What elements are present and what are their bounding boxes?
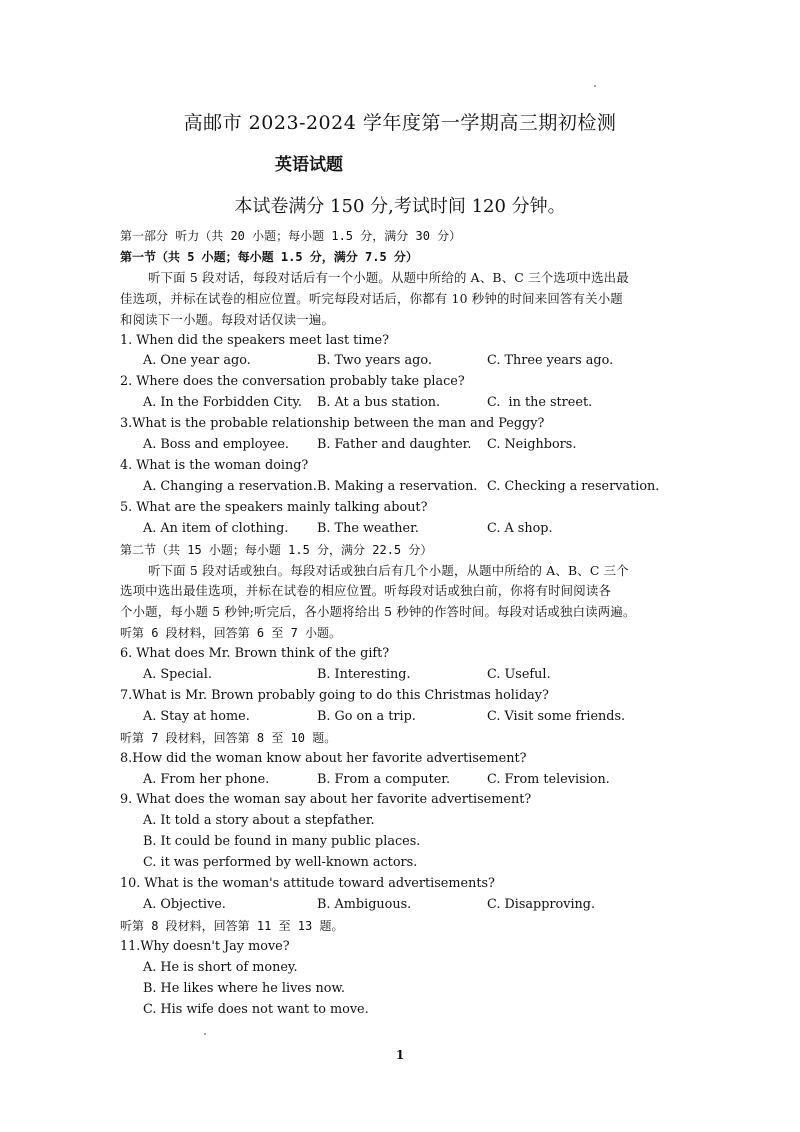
- option-a: A. Special.: [143, 667, 212, 683]
- option-c: C. Useful.: [487, 667, 551, 683]
- option-a: A. One year ago.: [143, 353, 251, 369]
- option-c: C. Neighbors.: [487, 437, 577, 453]
- option-c: C. His wife does not want to move.: [143, 1001, 369, 1017]
- option-b: B. The weather.: [317, 520, 419, 536]
- question: 1. When did the speakers meet last time?: [120, 332, 389, 348]
- options-row: [120, 707, 685, 728]
- section-heading: 第二节（共 15 小题；每小题 1.5 分，满分 22.5 分）: [120, 542, 433, 557]
- instruction-line: 选项中选出最佳选项，并标在试卷的相应位置。听每段对话或独白前，你将有时间阅读各: [120, 583, 612, 599]
- exam-title: 高邮市 2023-2024 学年度第一学期高三期初检测: [183, 112, 617, 134]
- option-a: A. Boss and employee.: [143, 437, 289, 453]
- exam-intro: 本试卷满分 150 分,考试时间 120 分钟。: [234, 196, 566, 217]
- option-c: C. Three years ago.: [487, 353, 614, 369]
- question: 4. What is the woman doing?: [120, 457, 309, 473]
- question: 7.What is Mr. Brown probably going to do this Christmas holiday?: [120, 687, 549, 703]
- option-b: B. Ambiguous.: [317, 897, 412, 912]
- material-note: 听第 6 段材料，回答第 6 至 7 小题。: [120, 626, 342, 641]
- option-b: B. He likes where he lives now.: [143, 980, 345, 996]
- instruction-line: 和阅读下一小题。每段对话仅读一遍。: [120, 311, 335, 327]
- option-c: C. Disapproving.: [487, 897, 596, 912]
- option-a: A. Stay at home.: [143, 708, 250, 724]
- options-row: [120, 435, 685, 456]
- option-b: B. Two years ago.: [317, 353, 432, 369]
- exam-subtitle: 英语试题: [275, 155, 343, 175]
- option-a: A. In the Forbidden City.: [143, 395, 302, 411]
- question: 11.Why doesn't Jay move?: [120, 938, 290, 954]
- option-c: C. in the street.: [487, 395, 593, 411]
- option-b: B. Interesting.: [317, 667, 411, 683]
- option-a: A. Changing a reservation.: [143, 478, 317, 494]
- exam-content: [120, 226, 685, 1020]
- options-row: [120, 477, 685, 498]
- option-b: B. It could be found in many public places.: [143, 834, 421, 850]
- option-b: B. Go on a trip.: [317, 708, 416, 724]
- question: 5. What are the speakers mainly talking about?: [120, 499, 428, 515]
- scan-speck: [204, 1033, 206, 1035]
- question: 8.How did the woman know about her favorite advertisement?: [120, 750, 527, 766]
- options-row: [120, 393, 685, 414]
- instruction-line: 佳选项，并标在试卷的相应位置。听完每段对话后，你都有 10 秒钟的时间来回答有关小题: [120, 290, 623, 306]
- option-c: C. Visit some friends.: [487, 708, 626, 724]
- option-c: C. From television.: [487, 771, 610, 787]
- option-a: A. An item of clothing.: [143, 520, 289, 536]
- instruction-line: 听下面 5 段对话或独白。每段对话或独白后有几个小题，从题中所给的 A、B、C 三个: [148, 562, 629, 578]
- scan-speck: [594, 85, 596, 87]
- instruction-line: 听下面 5 段对话，每段对话后有一个小题。从题中所给的 A、B、C 三个选项中选出最: [148, 269, 629, 285]
- options-row: [120, 519, 685, 540]
- instruction-line: 个小题，每小题 5 秒钟;听完后，各小题将给出 5 秒钟的作答时间。每段对话或独白读两遍。: [120, 604, 636, 620]
- material-note: 听第 7 段材料，回答第 8 至 10 题。: [120, 730, 337, 745]
- options-row: [120, 770, 685, 791]
- option-a: A. He is short of money.: [143, 959, 298, 975]
- option-a: A. Objective.: [143, 897, 226, 912]
- question: 10. What is the woman's attitude toward advertisements?: [120, 876, 495, 892]
- options-row: [120, 665, 685, 686]
- option-c: C. it was performed by well-known actors.: [143, 855, 418, 871]
- question: 3.What is the probable relationship between the man and Peggy?: [120, 416, 545, 432]
- options-row: [120, 351, 685, 372]
- part-heading: 第一部分 听力（共 20 小题；每小题 1.5 分，满分 30 分）: [120, 229, 462, 243]
- option-a: A. From her phone.: [143, 771, 270, 787]
- material-note: 听第 8 段材料，回答第 11 至 13 题。: [120, 918, 344, 933]
- option-b: B. At a bus station.: [317, 395, 441, 411]
- question: 6. What does Mr. Brown think of the gift?: [120, 646, 390, 662]
- question: 9. What does the woman say about her favorite advertisement?: [120, 792, 532, 808]
- option-b: B. From a computer.: [317, 771, 451, 787]
- option-c: C. Checking a reservation.: [487, 478, 660, 494]
- options-row: [120, 895, 685, 916]
- option-b: B. Father and daughter.: [317, 437, 472, 453]
- option-c: C. A shop.: [487, 520, 553, 536]
- section-heading: 第一节（共 5 小题；每小题 1.5 分，满分 7.5 分）: [120, 249, 418, 264]
- option-a: A. It told a story about a stepfather.: [143, 813, 375, 829]
- question: 2. Where does the conversation probably take place?: [120, 374, 465, 390]
- option-b: B. Making a reservation.: [317, 478, 478, 494]
- page-number: 1: [395, 1048, 405, 1062]
